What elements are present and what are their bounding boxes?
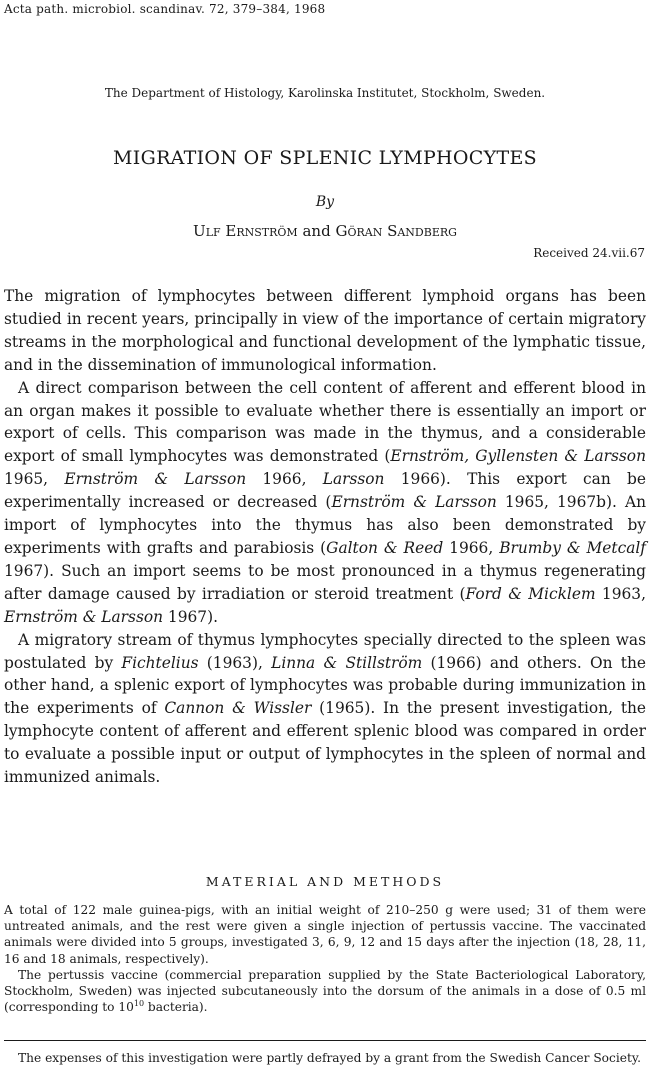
journal-citation: Acta path. microbiol. scandinav. 72, 379–384, 1968 <box>4 2 326 16</box>
citation-ref: Ernström & Larsson <box>4 607 164 626</box>
text-run: 1966). This export can be experimentally increased or decreased ( <box>4 470 646 512</box>
intro-paragraph: The migration of lymphocytes between different lymphoid organs has been studied in recent years, principally in view of the importance of certain migratory streams in the morphological and functional development of the lymphatic tissue, and in the dissemination of immunological information. <box>4 287 646 374</box>
citation-ref: Fichtelius <box>121 653 199 672</box>
citation-ref: Cannon & Wissler <box>164 699 312 718</box>
intro-paragraph <box>4 377 646 629</box>
exponent: 10 <box>133 999 145 1009</box>
citation-ref: Ernström, Gyllensten & Larsson <box>390 447 646 466</box>
text-run: 1967). <box>163 607 218 626</box>
text-run: (1965). In the present investigation, the lymphocyte content of afferent and efferent splenic blood was compared in order to evaluate a possible input or output of lymphocytes in the spleen of normal and immunized animals. <box>4 699 647 787</box>
introduction <box>4 285 646 789</box>
footnote: The expenses of this investigation were partly defrayed by a grant from the Swedish Cancer Society. <box>18 1051 641 1065</box>
text-run: 1965, <box>4 470 65 489</box>
citation-ref: Galton & Reed <box>326 538 444 557</box>
received-date: Received 24.vii.67 <box>533 246 645 260</box>
text-run: A direct comparison between the cell content of afferent and efferent blood in an organ makes it possible to evaluate whether there is essentially an import or export of cells. This comparison was made in the thymus, and a considerable export of small lymphocytes was demonstrated ( <box>4 378 646 466</box>
citation-ref: Brumby & Metcalf <box>499 538 646 557</box>
author-name: Göran Sandberg <box>335 222 457 240</box>
methods-paragraph <box>4 967 646 1016</box>
text-run: 1966, <box>246 470 323 489</box>
text-run: The pertussis vaccine (commercial preparation supplied by the State Bacteriological Laboratory, Stockholm, Sweden) was injected subcutaneously into the dorsum of the animals in a dose of 0.5 ml (corresponding to 10 <box>4 967 646 1015</box>
footnote-divider <box>4 1040 646 1041</box>
text-run: bacteria). <box>144 1000 208 1015</box>
author-list <box>0 222 650 240</box>
author-name: Ulf Ernström <box>193 222 298 240</box>
text-run: 1966, <box>443 538 500 557</box>
byline: By <box>315 194 335 210</box>
citation-ref: Ernström & Larsson <box>331 493 497 512</box>
citation-ref: Larsson <box>322 470 385 489</box>
article-title: MIGRATION OF SPLENIC LYMPHOCYTES <box>113 147 537 169</box>
citation-ref: Ford & Micklem <box>465 584 596 603</box>
text-run: 1965, 1967b). An import of lymphocytes into the thymus has also been demonstrated by experiments with grafts and parabiosis ( <box>4 493 646 557</box>
text-run: 1967). Such an import seems to be most pronounced in a thymus regenerating after damage caused by irradiation or steroid treatment ( <box>4 561 646 603</box>
intro-paragraph <box>4 629 646 789</box>
methods-section <box>4 902 646 1015</box>
text-run: 1963, <box>595 584 646 603</box>
text-run: A migratory stream of thymus lymphocytes specially directed to the spleen was postulated by <box>4 630 646 672</box>
department-affiliation: The Department of Histology, Karolinska Institutet, Stockholm, Sweden. <box>104 86 546 100</box>
section-heading: MATERIAL AND METHODS <box>205 874 445 889</box>
text-run: (1966) and others. On the other hand, a splenic export of lymphocytes was probable during immunization in the experiments of <box>4 653 646 718</box>
text-run: (1963), <box>198 653 272 672</box>
methods-paragraph: A total of 122 male guinea-pigs, with an initial weight of 210–250 g were used; 31 of them were untreated animals, and the rest were given a single injection of pertussis vaccine. The vaccinated animals were divided into 5 groups, investigated 3, 6, 9, 12 and 15 days after the injection (18, 28, 11, 16 and 18 animals, respectively). <box>4 903 646 966</box>
author-conjunction: and <box>302 222 331 240</box>
citation-ref: Ernström & Larsson <box>64 470 247 489</box>
citation-ref: Linna & Stillström <box>271 653 423 672</box>
